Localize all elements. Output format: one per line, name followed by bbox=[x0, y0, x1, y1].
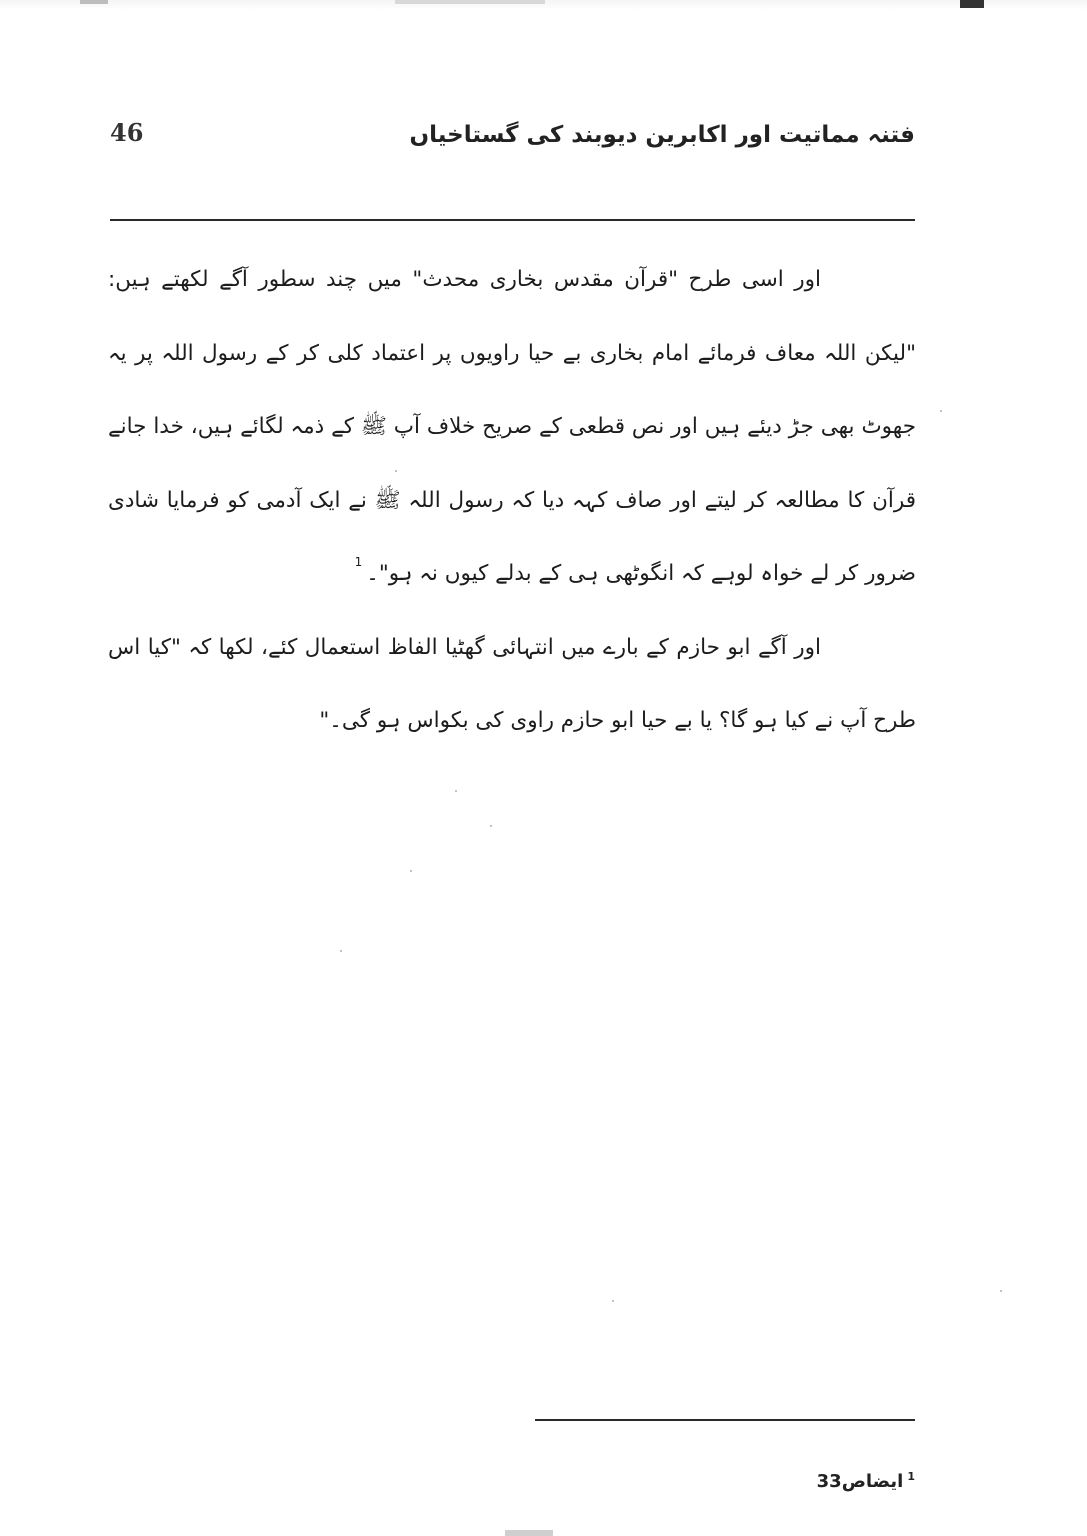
scan-speck bbox=[455, 790, 457, 792]
footnote-number: 1 bbox=[907, 1470, 915, 1483]
scan-speck bbox=[1000, 1290, 1002, 1292]
scan-mark bbox=[395, 0, 545, 4]
scan-speck bbox=[940, 410, 942, 412]
scan-mark bbox=[960, 0, 984, 8]
scan-speck bbox=[395, 470, 397, 472]
page-number: 46 bbox=[110, 118, 144, 147]
scan-top-edge bbox=[0, 0, 1087, 10]
paragraph-text: اور اسی طرح "قرآن مقدس بخاری محدث" میں چند سطور آگے لکھتے ہیں: "لیکن اللہ معاف فرمائے امام بخاری بے حیا راویوں پر اعتماد کلی کر کے رسول اللہ پر یہ جھوٹ بھی جڑ دیئے ہیں اور نص قطعی کے صریح خلاف آپ ﷺ کے ذمہ لگائے ہیں، خدا جانے قرآن کا مطالعہ کر لیتے اور صاف کہہ دیا کہ رسول اللہ ﷺ نے ایک آدمی کو فرمایا شادی ضرور کر لے خواہ لوہے کہ انگوٹھی ہی کے بدلے کیوں نہ ہو"۔ bbox=[108, 267, 916, 586]
page-header bbox=[110, 118, 915, 168]
paragraph bbox=[108, 243, 916, 611]
scan-speck bbox=[490, 825, 492, 827]
footnote-reference: 1 bbox=[354, 554, 363, 569]
footnote-divider bbox=[535, 1419, 915, 1421]
scan-mark bbox=[80, 0, 108, 4]
scan-speck bbox=[612, 1300, 614, 1302]
paragraph-text: اور آگے ابو حازم کے بارے میں انتہائی گھٹیا الفاظ استعمال کئے، لکھا کہ "کیا اس طرح آپ نے کیا ہو گا؟ یا بے حیا ابو حازم راوی کی بکواس ہو گی۔" bbox=[108, 634, 916, 733]
paragraph bbox=[108, 611, 916, 758]
running-title: فتنہ مماتیت اور اکابرین دیوبند کی گستاخیاں bbox=[409, 122, 915, 148]
main-text bbox=[108, 243, 916, 758]
footnote bbox=[817, 1470, 915, 1492]
scan-speck bbox=[340, 950, 342, 952]
header-divider bbox=[110, 219, 915, 221]
scan-speck bbox=[410, 870, 412, 872]
footnote-text: ایضاص33 bbox=[816, 1471, 904, 1492]
scan-bottom-mark bbox=[505, 1530, 553, 1536]
